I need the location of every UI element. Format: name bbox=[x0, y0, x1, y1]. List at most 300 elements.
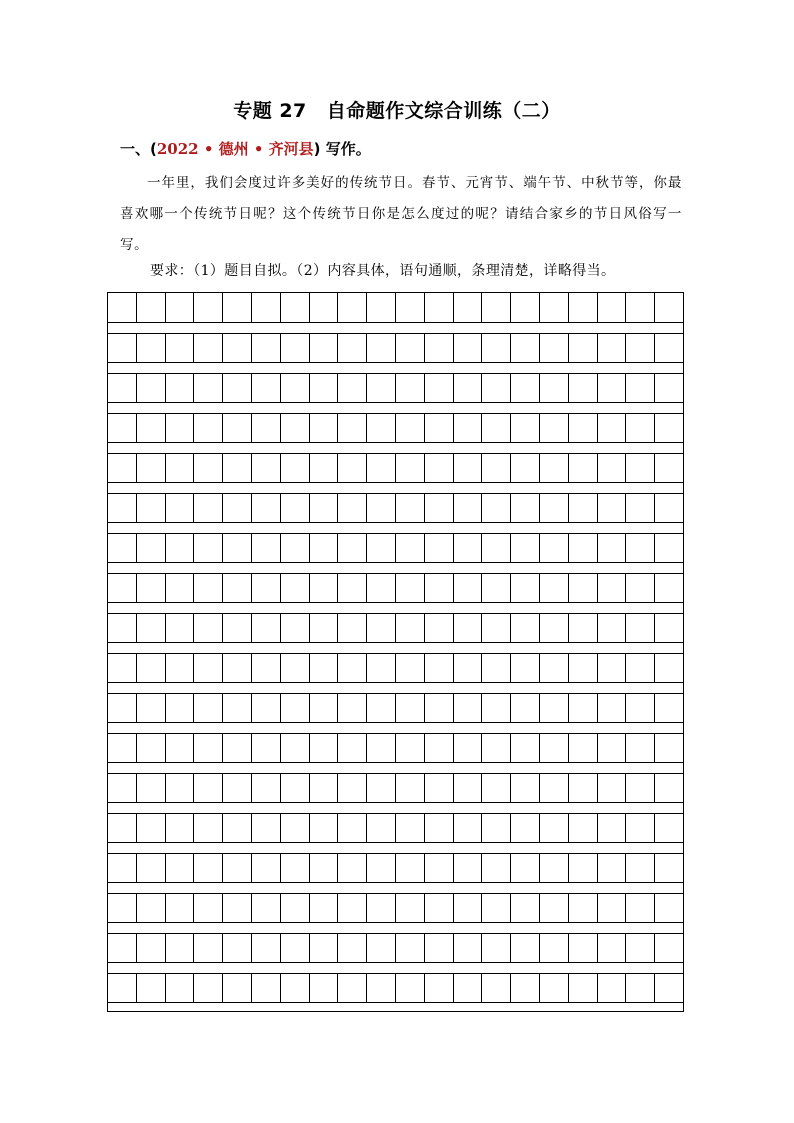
grid-cell[interactable] bbox=[425, 814, 454, 842]
grid-cell[interactable] bbox=[367, 894, 396, 922]
grid-cell[interactable] bbox=[194, 894, 223, 922]
grid-cell[interactable] bbox=[137, 854, 166, 882]
grid-cell[interactable] bbox=[310, 654, 339, 682]
grid-cell[interactable] bbox=[166, 494, 195, 522]
grid-cell[interactable] bbox=[396, 614, 425, 642]
grid-cell[interactable] bbox=[367, 814, 396, 842]
grid-cell[interactable] bbox=[137, 374, 166, 402]
grid-cell[interactable] bbox=[598, 814, 627, 842]
grid-cell[interactable] bbox=[655, 534, 683, 562]
grid-cell[interactable] bbox=[540, 414, 569, 442]
grid-cell[interactable] bbox=[281, 534, 310, 562]
grid-cell[interactable] bbox=[626, 614, 655, 642]
grid-cell[interactable] bbox=[626, 974, 655, 1002]
grid-cell[interactable] bbox=[511, 374, 540, 402]
grid-cell[interactable] bbox=[223, 293, 252, 322]
grid-cell[interactable] bbox=[454, 774, 483, 802]
grid-cell[interactable] bbox=[194, 574, 223, 602]
grid-cell[interactable] bbox=[425, 414, 454, 442]
grid-cell[interactable] bbox=[166, 534, 195, 562]
grid-cell[interactable] bbox=[598, 934, 627, 962]
grid-cell[interactable] bbox=[396, 574, 425, 602]
grid-cell[interactable] bbox=[626, 894, 655, 922]
grid-cell[interactable] bbox=[540, 894, 569, 922]
grid-cell[interactable] bbox=[108, 414, 137, 442]
grid-cell[interactable] bbox=[137, 614, 166, 642]
grid-cell[interactable] bbox=[482, 774, 511, 802]
grid-cell[interactable] bbox=[252, 654, 281, 682]
grid-cell[interactable] bbox=[108, 654, 137, 682]
grid-cell[interactable] bbox=[166, 454, 195, 482]
grid-cell[interactable] bbox=[367, 374, 396, 402]
grid-cell[interactable] bbox=[569, 934, 598, 962]
grid-cell[interactable] bbox=[482, 814, 511, 842]
grid-cell[interactable] bbox=[252, 454, 281, 482]
grid-cell[interactable] bbox=[425, 854, 454, 882]
grid-cell[interactable] bbox=[655, 934, 683, 962]
grid-cell[interactable] bbox=[252, 334, 281, 362]
grid-cell[interactable] bbox=[454, 334, 483, 362]
grid-cell[interactable] bbox=[482, 534, 511, 562]
grid-cell[interactable] bbox=[454, 814, 483, 842]
grid-cell[interactable] bbox=[454, 894, 483, 922]
grid-cell[interactable] bbox=[396, 374, 425, 402]
grid-cell[interactable] bbox=[137, 974, 166, 1002]
grid-cell[interactable] bbox=[223, 534, 252, 562]
grid-cell[interactable] bbox=[396, 534, 425, 562]
grid-cell[interactable] bbox=[338, 414, 367, 442]
grid-cell[interactable] bbox=[281, 854, 310, 882]
grid-cell[interactable] bbox=[626, 574, 655, 602]
grid-cell[interactable] bbox=[540, 814, 569, 842]
grid-cell[interactable] bbox=[223, 974, 252, 1002]
grid-cell[interactable] bbox=[626, 334, 655, 362]
grid-cell[interactable] bbox=[482, 494, 511, 522]
grid-cell[interactable] bbox=[425, 974, 454, 1002]
grid-cell[interactable] bbox=[194, 854, 223, 882]
grid-cell[interactable] bbox=[252, 494, 281, 522]
grid-cell[interactable] bbox=[569, 654, 598, 682]
grid-cell[interactable] bbox=[108, 574, 137, 602]
grid-cell[interactable] bbox=[281, 334, 310, 362]
grid-cell[interactable] bbox=[166, 694, 195, 722]
grid-cell[interactable] bbox=[598, 494, 627, 522]
grid-cell[interactable] bbox=[626, 534, 655, 562]
grid-cell[interactable] bbox=[252, 414, 281, 442]
grid-cell[interactable] bbox=[598, 734, 627, 762]
grid-cell[interactable] bbox=[310, 894, 339, 922]
grid-cell[interactable] bbox=[396, 654, 425, 682]
grid-cell[interactable] bbox=[223, 334, 252, 362]
grid-cell[interactable] bbox=[511, 454, 540, 482]
grid-cell[interactable] bbox=[194, 774, 223, 802]
grid-cell[interactable] bbox=[166, 814, 195, 842]
grid-cell[interactable] bbox=[598, 654, 627, 682]
grid-cell[interactable] bbox=[396, 414, 425, 442]
grid-cell[interactable] bbox=[454, 414, 483, 442]
grid-cell[interactable] bbox=[511, 734, 540, 762]
grid-cell[interactable] bbox=[281, 774, 310, 802]
grid-cell[interactable] bbox=[367, 774, 396, 802]
grid-cell[interactable] bbox=[482, 374, 511, 402]
grid-cell[interactable] bbox=[194, 534, 223, 562]
grid-cell[interactable] bbox=[569, 974, 598, 1002]
grid-cell[interactable] bbox=[626, 374, 655, 402]
grid-cell[interactable] bbox=[281, 814, 310, 842]
grid-cell[interactable] bbox=[655, 334, 683, 362]
grid-cell[interactable] bbox=[252, 374, 281, 402]
grid-cell[interactable] bbox=[166, 414, 195, 442]
grid-cell[interactable] bbox=[252, 293, 281, 322]
grid-cell[interactable] bbox=[655, 574, 683, 602]
grid-cell[interactable] bbox=[223, 374, 252, 402]
grid-cell[interactable] bbox=[252, 774, 281, 802]
grid-cell[interactable] bbox=[223, 854, 252, 882]
grid-cell[interactable] bbox=[108, 293, 137, 322]
grid-cell[interactable] bbox=[223, 654, 252, 682]
grid-cell[interactable] bbox=[598, 534, 627, 562]
grid-cell[interactable] bbox=[310, 293, 339, 322]
grid-cell[interactable] bbox=[511, 494, 540, 522]
grid-cell[interactable] bbox=[137, 894, 166, 922]
grid-cell[interactable] bbox=[367, 574, 396, 602]
grid-cell[interactable] bbox=[223, 614, 252, 642]
grid-cell[interactable] bbox=[396, 894, 425, 922]
grid-cell[interactable] bbox=[223, 494, 252, 522]
grid-cell[interactable] bbox=[511, 654, 540, 682]
grid-cell[interactable] bbox=[223, 454, 252, 482]
grid-cell[interactable] bbox=[166, 854, 195, 882]
grid-cell[interactable] bbox=[482, 694, 511, 722]
grid-cell[interactable] bbox=[108, 454, 137, 482]
grid-cell[interactable] bbox=[569, 374, 598, 402]
grid-cell[interactable] bbox=[598, 574, 627, 602]
grid-cell[interactable] bbox=[166, 734, 195, 762]
grid-cell[interactable] bbox=[194, 374, 223, 402]
grid-cell[interactable] bbox=[454, 694, 483, 722]
grid-cell[interactable] bbox=[310, 574, 339, 602]
grid-cell[interactable] bbox=[367, 454, 396, 482]
grid-cell[interactable] bbox=[166, 334, 195, 362]
grid-cell[interactable] bbox=[396, 293, 425, 322]
grid-cell[interactable] bbox=[310, 774, 339, 802]
grid-cell[interactable] bbox=[367, 654, 396, 682]
grid-cell[interactable] bbox=[511, 934, 540, 962]
grid-cell[interactable] bbox=[396, 774, 425, 802]
grid-cell[interactable] bbox=[540, 334, 569, 362]
grid-cell[interactable] bbox=[137, 293, 166, 322]
grid-cell[interactable] bbox=[396, 974, 425, 1002]
grid-cell[interactable] bbox=[511, 774, 540, 802]
grid-cell[interactable] bbox=[482, 454, 511, 482]
grid-cell[interactable] bbox=[338, 334, 367, 362]
grid-cell[interactable] bbox=[281, 414, 310, 442]
grid-cell[interactable] bbox=[540, 654, 569, 682]
grid-cell[interactable] bbox=[338, 854, 367, 882]
grid-cell[interactable] bbox=[540, 734, 569, 762]
grid-cell[interactable] bbox=[338, 694, 367, 722]
grid-cell[interactable] bbox=[655, 614, 683, 642]
grid-cell[interactable] bbox=[108, 694, 137, 722]
grid-cell[interactable] bbox=[511, 414, 540, 442]
grid-cell[interactable] bbox=[108, 534, 137, 562]
grid-cell[interactable] bbox=[454, 614, 483, 642]
grid-cell[interactable] bbox=[655, 734, 683, 762]
grid-cell[interactable] bbox=[310, 734, 339, 762]
grid-cell[interactable] bbox=[626, 814, 655, 842]
grid-cell[interactable] bbox=[626, 414, 655, 442]
grid-cell[interactable] bbox=[626, 854, 655, 882]
grid-cell[interactable] bbox=[655, 974, 683, 1002]
grid-cell[interactable] bbox=[281, 974, 310, 1002]
grid-cell[interactable] bbox=[252, 934, 281, 962]
grid-cell[interactable] bbox=[252, 814, 281, 842]
grid-cell[interactable] bbox=[569, 454, 598, 482]
grid-cell[interactable] bbox=[194, 614, 223, 642]
grid-cell[interactable] bbox=[425, 934, 454, 962]
grid-cell[interactable] bbox=[655, 894, 683, 922]
grid-cell[interactable] bbox=[511, 694, 540, 722]
grid-cell[interactable] bbox=[281, 574, 310, 602]
grid-cell[interactable] bbox=[137, 454, 166, 482]
grid-cell[interactable] bbox=[454, 854, 483, 882]
grid-cell[interactable] bbox=[223, 694, 252, 722]
grid-cell[interactable] bbox=[194, 654, 223, 682]
grid-cell[interactable] bbox=[194, 293, 223, 322]
grid-cell[interactable] bbox=[482, 894, 511, 922]
grid-cell[interactable] bbox=[425, 734, 454, 762]
grid-cell[interactable] bbox=[166, 894, 195, 922]
grid-cell[interactable] bbox=[108, 854, 137, 882]
grid-cell[interactable] bbox=[655, 454, 683, 482]
grid-cell[interactable] bbox=[108, 374, 137, 402]
grid-cell[interactable] bbox=[425, 374, 454, 402]
grid-cell[interactable] bbox=[137, 414, 166, 442]
grid-cell[interactable] bbox=[396, 334, 425, 362]
grid-cell[interactable] bbox=[425, 334, 454, 362]
grid-cell[interactable] bbox=[540, 494, 569, 522]
grid-cell[interactable] bbox=[511, 894, 540, 922]
grid-cell[interactable] bbox=[281, 734, 310, 762]
grid-cell[interactable] bbox=[194, 814, 223, 842]
grid-cell[interactable] bbox=[425, 894, 454, 922]
grid-cell[interactable] bbox=[137, 814, 166, 842]
grid-cell[interactable] bbox=[425, 454, 454, 482]
grid-cell[interactable] bbox=[338, 374, 367, 402]
grid-cell[interactable] bbox=[482, 614, 511, 642]
grid-cell[interactable] bbox=[338, 774, 367, 802]
grid-cell[interactable] bbox=[425, 614, 454, 642]
grid-cell[interactable] bbox=[425, 654, 454, 682]
grid-cell[interactable] bbox=[569, 534, 598, 562]
grid-cell[interactable] bbox=[194, 974, 223, 1002]
grid-cell[interactable] bbox=[569, 293, 598, 322]
grid-cell[interactable] bbox=[338, 534, 367, 562]
grid-cell[interactable] bbox=[252, 974, 281, 1002]
grid-cell[interactable] bbox=[598, 454, 627, 482]
grid-cell[interactable] bbox=[367, 734, 396, 762]
grid-cell[interactable] bbox=[598, 854, 627, 882]
grid-cell[interactable] bbox=[626, 293, 655, 322]
grid-cell[interactable] bbox=[281, 654, 310, 682]
grid-cell[interactable] bbox=[511, 974, 540, 1002]
grid-cell[interactable] bbox=[108, 894, 137, 922]
grid-cell[interactable] bbox=[396, 934, 425, 962]
grid-cell[interactable] bbox=[598, 694, 627, 722]
grid-cell[interactable] bbox=[166, 774, 195, 802]
grid-cell[interactable] bbox=[108, 494, 137, 522]
grid-cell[interactable] bbox=[194, 694, 223, 722]
grid-cell[interactable] bbox=[454, 654, 483, 682]
grid-cell[interactable] bbox=[108, 814, 137, 842]
grid-cell[interactable] bbox=[223, 414, 252, 442]
grid-cell[interactable] bbox=[396, 854, 425, 882]
grid-cell[interactable] bbox=[252, 894, 281, 922]
grid-cell[interactable] bbox=[454, 974, 483, 1002]
grid-cell[interactable] bbox=[655, 774, 683, 802]
grid-cell[interactable] bbox=[223, 934, 252, 962]
grid-cell[interactable] bbox=[511, 614, 540, 642]
grid-cell[interactable] bbox=[338, 734, 367, 762]
grid-cell[interactable] bbox=[482, 414, 511, 442]
grid-cell[interactable] bbox=[626, 694, 655, 722]
grid-cell[interactable] bbox=[310, 414, 339, 442]
grid-cell[interactable] bbox=[137, 694, 166, 722]
grid-cell[interactable] bbox=[540, 534, 569, 562]
grid-cell[interactable] bbox=[310, 374, 339, 402]
grid-cell[interactable] bbox=[482, 654, 511, 682]
grid-cell[interactable] bbox=[482, 334, 511, 362]
grid-cell[interactable] bbox=[166, 974, 195, 1002]
grid-cell[interactable] bbox=[655, 293, 683, 322]
grid-cell[interactable] bbox=[598, 774, 627, 802]
grid-cell[interactable] bbox=[540, 374, 569, 402]
grid-cell[interactable] bbox=[108, 614, 137, 642]
grid-cell[interactable] bbox=[137, 774, 166, 802]
grid-cell[interactable] bbox=[511, 534, 540, 562]
grid-cell[interactable] bbox=[310, 814, 339, 842]
grid-cell[interactable] bbox=[511, 814, 540, 842]
grid-cell[interactable] bbox=[281, 494, 310, 522]
grid-cell[interactable] bbox=[367, 854, 396, 882]
grid-cell[interactable] bbox=[194, 414, 223, 442]
grid-cell[interactable] bbox=[338, 293, 367, 322]
grid-cell[interactable] bbox=[396, 694, 425, 722]
grid-cell[interactable] bbox=[194, 934, 223, 962]
grid-cell[interactable] bbox=[252, 854, 281, 882]
grid-cell[interactable] bbox=[482, 934, 511, 962]
grid-cell[interactable] bbox=[194, 334, 223, 362]
grid-cell[interactable] bbox=[655, 814, 683, 842]
grid-cell[interactable] bbox=[425, 534, 454, 562]
grid-cell[interactable] bbox=[338, 974, 367, 1002]
grid-cell[interactable] bbox=[569, 494, 598, 522]
grid-cell[interactable] bbox=[655, 694, 683, 722]
grid-cell[interactable] bbox=[223, 894, 252, 922]
grid-cell[interactable] bbox=[569, 814, 598, 842]
grid-cell[interactable] bbox=[367, 414, 396, 442]
grid-cell[interactable] bbox=[626, 934, 655, 962]
grid-cell[interactable] bbox=[569, 574, 598, 602]
grid-cell[interactable] bbox=[223, 734, 252, 762]
grid-cell[interactable] bbox=[540, 854, 569, 882]
grid-cell[interactable] bbox=[540, 694, 569, 722]
grid-cell[interactable] bbox=[367, 334, 396, 362]
grid-cell[interactable] bbox=[655, 854, 683, 882]
grid-cell[interactable] bbox=[482, 974, 511, 1002]
grid-cell[interactable] bbox=[108, 934, 137, 962]
grid-cell[interactable] bbox=[396, 494, 425, 522]
grid-cell[interactable] bbox=[454, 494, 483, 522]
grid-cell[interactable] bbox=[598, 614, 627, 642]
grid-cell[interactable] bbox=[137, 734, 166, 762]
grid-cell[interactable] bbox=[367, 694, 396, 722]
grid-cell[interactable] bbox=[569, 894, 598, 922]
grid-cell[interactable] bbox=[569, 414, 598, 442]
grid-cell[interactable] bbox=[626, 454, 655, 482]
grid-cell[interactable] bbox=[223, 774, 252, 802]
grid-cell[interactable] bbox=[540, 774, 569, 802]
grid-cell[interactable] bbox=[310, 854, 339, 882]
grid-cell[interactable] bbox=[137, 334, 166, 362]
grid-cell[interactable] bbox=[454, 454, 483, 482]
grid-cell[interactable] bbox=[310, 974, 339, 1002]
grid-cell[interactable] bbox=[281, 374, 310, 402]
grid-cell[interactable] bbox=[569, 774, 598, 802]
grid-cell[interactable] bbox=[454, 374, 483, 402]
grid-cell[interactable] bbox=[511, 574, 540, 602]
writing-grid[interactable] bbox=[107, 292, 684, 1012]
grid-cell[interactable] bbox=[252, 534, 281, 562]
grid-cell[interactable] bbox=[367, 534, 396, 562]
grid-cell[interactable] bbox=[540, 614, 569, 642]
grid-cell[interactable] bbox=[569, 614, 598, 642]
grid-cell[interactable] bbox=[252, 574, 281, 602]
grid-cell[interactable] bbox=[281, 934, 310, 962]
grid-cell[interactable] bbox=[223, 814, 252, 842]
grid-cell[interactable] bbox=[166, 614, 195, 642]
grid-cell[interactable] bbox=[310, 614, 339, 642]
grid-cell[interactable] bbox=[598, 894, 627, 922]
grid-cell[interactable] bbox=[281, 454, 310, 482]
grid-cell[interactable] bbox=[598, 293, 627, 322]
grid-cell[interactable] bbox=[310, 454, 339, 482]
grid-cell[interactable] bbox=[454, 574, 483, 602]
grid-cell[interactable] bbox=[338, 574, 367, 602]
grid-cell[interactable] bbox=[425, 774, 454, 802]
grid-cell[interactable] bbox=[540, 574, 569, 602]
grid-cell[interactable] bbox=[598, 414, 627, 442]
grid-cell[interactable] bbox=[194, 494, 223, 522]
grid-cell[interactable] bbox=[310, 934, 339, 962]
grid-cell[interactable] bbox=[540, 454, 569, 482]
grid-cell[interactable] bbox=[281, 293, 310, 322]
grid-cell[interactable] bbox=[482, 854, 511, 882]
grid-cell[interactable] bbox=[281, 894, 310, 922]
grid-cell[interactable] bbox=[626, 734, 655, 762]
grid-cell[interactable] bbox=[108, 334, 137, 362]
grid-cell[interactable] bbox=[310, 334, 339, 362]
grid-cell[interactable] bbox=[338, 814, 367, 842]
grid-cell[interactable] bbox=[338, 494, 367, 522]
grid-cell[interactable] bbox=[338, 614, 367, 642]
grid-cell[interactable] bbox=[367, 974, 396, 1002]
grid-cell[interactable] bbox=[598, 374, 627, 402]
grid-cell[interactable] bbox=[137, 934, 166, 962]
grid-cell[interactable] bbox=[396, 814, 425, 842]
grid-cell[interactable] bbox=[540, 293, 569, 322]
grid-cell[interactable] bbox=[454, 934, 483, 962]
